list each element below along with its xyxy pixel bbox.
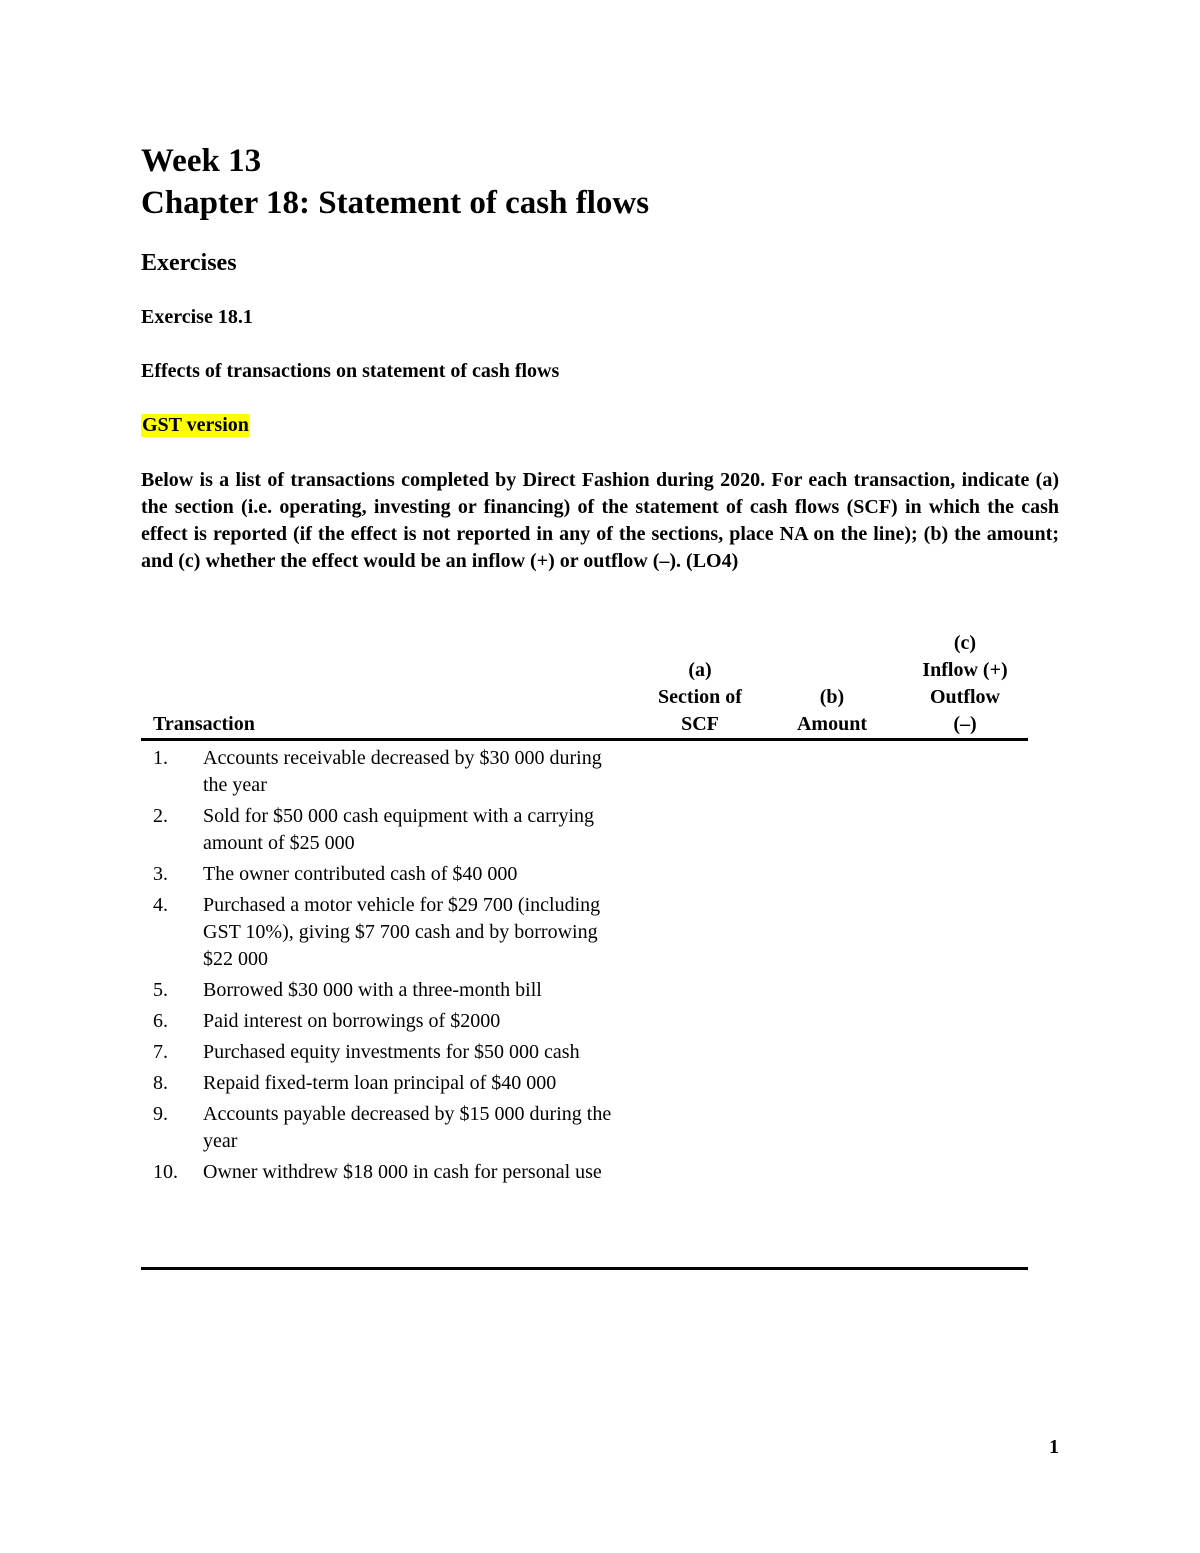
table-row [141,803,1028,857]
table-row [141,861,1028,888]
row-description: Sold for $50 000 cash equipment with a carrying amount of $25 000 [203,805,595,854]
table-row [141,1159,1028,1186]
row-number: 7. [153,1041,168,1063]
row-number: 5. [153,979,168,1001]
header-a-line: (a) [688,659,712,681]
row-number: 9. [153,1103,168,1125]
exercise-number: Exercise 18.1 [141,306,253,328]
document-page [141,140,1059,1183]
row-description: Paid interest on borrowings of $2000 [203,1010,501,1032]
header-transaction: Transaction [153,713,255,735]
table-body [141,745,1028,1186]
header-b-line: Amount [796,713,867,735]
table-header [141,630,1028,741]
table-row [141,1101,1028,1155]
table-row [141,1070,1028,1097]
table-row [141,892,1028,973]
header-c-line: Inflow (+) [922,659,1008,681]
row-description: The owner contributed cash of $40 000 [203,863,518,885]
chapter-title: Chapter 18: Statement of cash flows [141,185,650,221]
header-section-of-scf [641,657,759,738]
row-number: 1. [153,747,168,769]
section-heading: Exercises [141,250,237,276]
row-number: 3. [153,863,168,885]
row-description: Borrowed $30 000 with a three-month bill [203,979,542,1001]
header-c-line: Outflow [930,686,1000,708]
version-highlight: GST version [142,414,249,436]
row-description: Accounts payable decreased by $15 000 during the year [203,1103,612,1152]
table-row [141,745,1028,799]
header-inflow-outflow [905,630,1025,738]
header-c-line: (c) [953,632,977,654]
instructions-paragraph: Below is a list of transactions completed by Direct Fashion during 2020. For each transaction, indicate (a) the section (i.e. operating, investing or financing) of the statement of cash flows (SCF) in which the cash effect is reported (if the effect is not reported in any of the sections, place NA on the line); (b) the amount; and (c) whether the effect would be an inflow (+) or outflow (–). (LO4) [141,469,1059,572]
week-title: Week 13 [141,143,262,179]
exercise-topic: Effects of transactions on statement of cash flows [141,360,560,382]
header-b-line: (b) [819,686,845,708]
row-description: Purchased a motor vehicle for $29 700 (including GST 10%), giving $7 700 cash and by borrowing $22 000 [203,894,601,970]
row-number: 2. [153,805,168,827]
page-number: 1 [1049,1436,1059,1458]
transactions-table [141,630,1028,1186]
table-row [141,1008,1028,1035]
table-bottom-rule [141,1267,1028,1270]
row-description: Purchased equity investments for $50 000 cash [203,1041,580,1063]
header-a-line: Section of [658,686,742,708]
row-number: 6. [153,1010,168,1032]
row-description: Owner withdrew $18 000 in cash for personal use [203,1161,602,1183]
row-number: 10. [153,1161,178,1183]
header-amount [781,684,883,738]
row-number: 4. [153,894,168,916]
row-number: 8. [153,1072,168,1094]
row-description: Accounts receivable decreased by $30 000 during the year [203,747,602,796]
table-row [141,1039,1028,1066]
row-description: Repaid fixed-term loan principal of $40 000 [203,1072,557,1094]
header-c-line: (–) [953,713,977,735]
header-a-line: SCF [681,713,719,735]
table-row [141,977,1028,1004]
